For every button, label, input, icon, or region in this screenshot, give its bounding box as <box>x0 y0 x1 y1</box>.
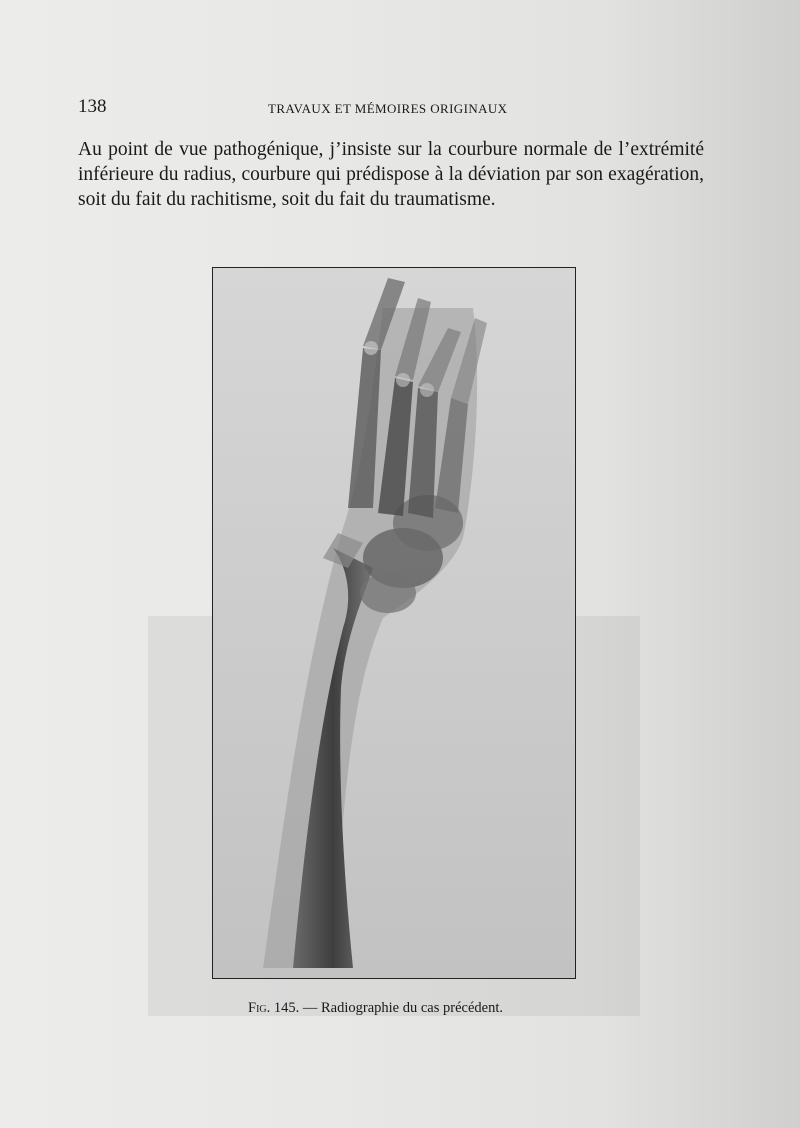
figure-caption-text: — Radiographie du cas précédent. <box>302 1000 503 1016</box>
page-number: 138 <box>78 96 107 117</box>
radiograph-image <box>213 268 576 979</box>
figure-label: Fig. 145. <box>248 1000 300 1016</box>
running-head: TRAVAUX ET MÉMOIRES ORIGINAUX <box>268 101 508 116</box>
figure-caption <box>248 1000 503 1017</box>
body-paragraph: Au point de vue pathogénique, j’insiste sur la courbure normale de l’extrémité inférieure du radius, courbure qui prédispose à la déviation par son exagération, soit du fait du rachitisme, soit du fait du traumatisme. <box>78 139 704 210</box>
radiograph-figure <box>212 267 576 979</box>
